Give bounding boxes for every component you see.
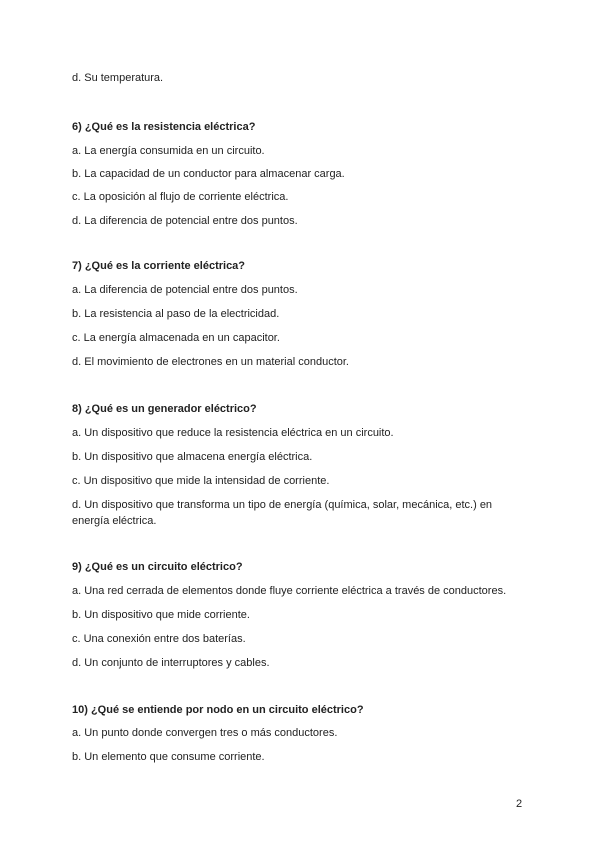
option-text: a. La energía consumida en un circuito. — [72, 145, 265, 157]
option-text: a. La diferencia de potencial entre dos puntos. — [72, 284, 298, 296]
option-text: d. El movimiento de electrones en un material conductor. — [72, 356, 349, 368]
option-text: c. Una conexión entre dos baterías. — [72, 633, 246, 645]
option-text: c. La oposición al flujo de corriente eléctrica. — [72, 191, 289, 203]
option-text: a. Un dispositivo que reduce la resistencia eléctrica en un circuito. — [72, 427, 394, 439]
option-text: c. La energía almacenada en un capacitor. — [72, 332, 280, 344]
option-text: b. Un dispositivo que mide corriente. — [72, 609, 250, 621]
option-text: b. Un elemento que consume corriente. — [72, 751, 265, 763]
question-title: 6) ¿Qué es la resistencia eléctrica? — [72, 121, 256, 133]
option-text: b. La capacidad de un conductor para almacenar carga. — [72, 168, 345, 180]
option-text: d. La diferencia de potencial entre dos puntos. — [72, 215, 298, 227]
option-text: d. Su temperatura. — [72, 72, 164, 84]
question-title: 10) ¿Qué se entiende por nodo en un circuito eléctrico? — [72, 704, 364, 716]
option-text: d. Un dispositivo que transforma un tipo de energía (química, solar, mecánica, etc.) en energía eléctrica. — [72, 499, 493, 527]
option-text: b. La resistencia al paso de la electricidad. — [72, 308, 280, 320]
option-text: a. Un punto donde convergen tres o más conductores. — [72, 727, 338, 739]
question-title: 7) ¿Qué es la corriente eléctrica? — [72, 260, 246, 272]
option-text: a. Una red cerrada de elementos donde fluye corriente eléctrica a través de conductores. — [72, 585, 507, 597]
option-text: d. Un conjunto de interruptores y cables. — [72, 657, 270, 669]
question-title: 9) ¿Qué es un circuito eléctrico? — [72, 561, 243, 573]
question-title: 8) ¿Qué es un generador eléctrico? — [72, 403, 257, 415]
page-number: 2 — [516, 798, 523, 810]
option-text: c. Un dispositivo que mide la intensidad de corriente. — [72, 475, 330, 487]
option-text: b. Un dispositivo que almacena energía eléctrica. — [72, 451, 313, 463]
